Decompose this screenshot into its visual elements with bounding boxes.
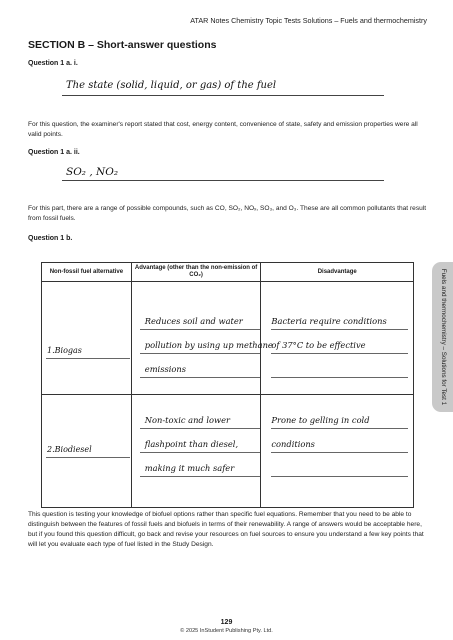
question-1aii-comment: For this part, there are a range of possible compounds, such as CO, SO₂, NOₓ, SO₃, and O₃. These are all common pollutants that result from fossil fuels. (28, 205, 427, 222)
section-title: SECTION B – Short-answer questions (28, 39, 217, 51)
fuel-cell (42, 395, 132, 508)
column-header: Non-fossil fuel alternative (42, 263, 132, 282)
fuel-name: 2.Biodiesel (47, 445, 92, 454)
side-tab (432, 262, 453, 412)
question-1ai-comment: For this question, the examiner's report stated that cost, energy content, convenience of state, safety and emission properties were all valid points. (28, 121, 418, 138)
disadvantage-cell (261, 395, 414, 508)
answer-line (140, 377, 260, 378)
answer-line (271, 476, 408, 477)
table-header-row (42, 263, 414, 282)
question-1aii-answer: SO₂ , NO₂ (66, 166, 119, 178)
disadvantage-cell (261, 282, 414, 395)
column-header: Disadvantage (261, 263, 414, 282)
answer-line (140, 353, 260, 354)
fuel-name: 1.Biogas (47, 346, 82, 355)
advantage-text: making it much safer (144, 463, 235, 473)
advantage-cell (131, 282, 273, 395)
answer-line (271, 329, 408, 330)
advantage-text: emissions (144, 364, 186, 374)
answer-line (271, 428, 408, 429)
question-1ai-answer: The state (solid, liquid, or gas) of the fuel (66, 80, 277, 91)
answer-line (271, 377, 408, 378)
answer-line (271, 452, 408, 453)
disadvantage-text: Bacteria require conditions (271, 316, 387, 326)
question-1ai-label: Question 1 a. i. (28, 60, 78, 67)
table-row (42, 282, 414, 395)
answer-line (271, 353, 408, 354)
advantage-text: flashpoint than diesel, (144, 439, 239, 449)
answer-line (62, 95, 384, 96)
disadvantage-text: conditions (271, 439, 315, 449)
side-tab-label: Fuels and thermochemistry – Solutions for Test 1 (440, 268, 447, 406)
question-1aii-label: Question 1 a. ii. (28, 149, 80, 156)
answer-line (46, 457, 130, 458)
advantage-cell (131, 395, 261, 508)
copyright: © 2025 InStudent Publishing Pty. Ltd. (180, 628, 273, 634)
answer-line (62, 180, 384, 181)
fuel-comparison-table (41, 262, 414, 508)
answer-line (46, 358, 130, 359)
running-header: ATAR Notes Chemistry Topic Tests Solutions – Fuels and thermochemistry (190, 16, 427, 25)
answer-line (140, 476, 260, 477)
question-1b-label: Question 1 b. (28, 235, 73, 242)
disadvantage-text: of 37°C to be effective (271, 340, 366, 350)
answer-line (140, 452, 260, 453)
fuel-cell (42, 282, 132, 395)
disadvantage-text: Prone to gelling in cold (271, 415, 370, 425)
page-number: 129 (220, 619, 233, 626)
advantage-text: Reduces soil and water (144, 316, 243, 326)
question-1b-comment: This question is testing your knowledge of biofuel options rather than specific fuel equations. Remember that you need to be able to distinguish between the features of fossil fuels and biofuels in terms of their renewability. A range of answers would be acceptable here, but if you found this question difficult, go back and revise your resources on fuel sources to ensure you understand a few key points that will let you evaluate each type of fuel listed in the Study Design. (28, 511, 424, 548)
answer-line (140, 428, 260, 429)
advantage-text: Non-toxic and lower (144, 415, 230, 425)
table-row (42, 395, 414, 508)
answer-line (140, 329, 260, 330)
advantage-text: pollution by using up methane (144, 340, 273, 350)
column-header: Advantage (other than the non-emission of CO₂) (131, 263, 261, 282)
